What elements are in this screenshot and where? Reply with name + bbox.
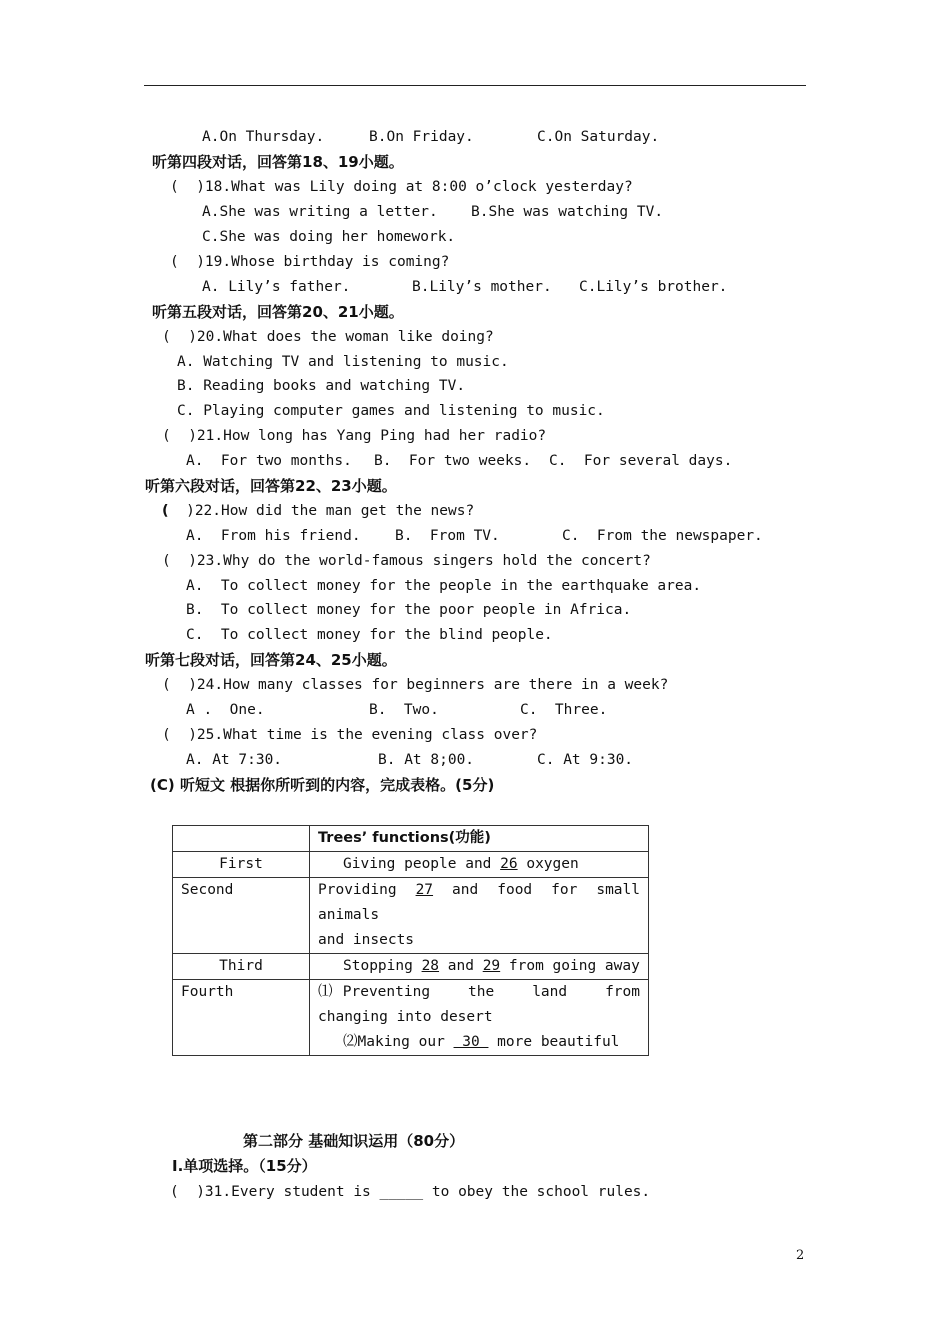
table-row bbox=[173, 852, 649, 878]
q22-option-a: A. From his friend. bbox=[186, 528, 361, 544]
q24-option-c: C. Three. bbox=[520, 702, 608, 718]
q20-option-a: A. Watching TV and listening to music. bbox=[177, 354, 509, 370]
table-header: Trees’ functions(功能) bbox=[310, 826, 649, 852]
row-label-first: First bbox=[173, 852, 310, 878]
q21-option-c: C. For several days. bbox=[549, 453, 733, 469]
row-label-second: Second bbox=[173, 878, 310, 954]
row3-text-mid: and bbox=[439, 958, 483, 974]
q25-stem: ( )25.What time is the evening class over? bbox=[162, 727, 538, 743]
multiple-choice-heading: Ⅰ.单项选择。（15分） bbox=[172, 1157, 317, 1175]
table-row bbox=[173, 954, 649, 980]
heading-dialogue-6: 听第六段对话，回答第22、23小题。 bbox=[145, 477, 397, 495]
q21-option-b: B. For two weeks. bbox=[374, 453, 532, 469]
q31-stem: ( )31.Every student is _____ to obey the school rules. bbox=[170, 1184, 651, 1200]
row2-text-after: and food for small animals bbox=[318, 882, 649, 923]
row-content-third bbox=[310, 954, 649, 980]
row2-text: Providing bbox=[318, 882, 416, 898]
q18-stem: ( )18.What was Lily doing at 8:00 o’clock yesterday? bbox=[170, 179, 633, 195]
q23-stem: ( )23.Why do the world-famous singers hold the concert? bbox=[162, 553, 651, 569]
q22-paren: ( bbox=[162, 503, 169, 519]
row3-text-after: from going away bbox=[500, 958, 640, 974]
heading-dialogue-4: 听第四段对话，回答第18、19小题。 bbox=[152, 153, 404, 171]
q23-option-b: B. To collect money for the poor people in Africa. bbox=[186, 602, 632, 618]
row4-text: ⑵Making our bbox=[343, 1034, 454, 1050]
table-row bbox=[173, 878, 649, 954]
row-content-fourth bbox=[310, 980, 658, 1056]
q23-option-c: C. To collect money for the blind people. bbox=[186, 627, 553, 643]
blank-30: 30 bbox=[453, 1034, 489, 1050]
row4-text-after: more beautiful bbox=[488, 1034, 620, 1050]
trees-functions-table bbox=[172, 825, 658, 1056]
heading-dialogue-7: 听第七段对话，回答第24、25小题。 bbox=[145, 651, 397, 669]
q24-option-a: A . One. bbox=[186, 702, 265, 718]
q22-option-b: B. From TV. bbox=[395, 528, 500, 544]
q25-option-a: A. At 7:30. bbox=[186, 752, 283, 768]
q20-option-b: B. Reading books and watching TV. bbox=[177, 378, 466, 394]
top-rule bbox=[144, 85, 806, 86]
page-number: 2 bbox=[796, 1248, 805, 1263]
part-two-title: 第二部分 基础知识运用（80分） bbox=[243, 1132, 465, 1150]
section-c-heading: (C) 听短文 根据你所听到的内容，完成表格。(5分) bbox=[150, 776, 495, 794]
row3-text: Stopping bbox=[343, 958, 422, 974]
q21-option-a: A. For two months. bbox=[186, 453, 352, 469]
blank-28: 28 bbox=[421, 958, 440, 974]
q23-option-a: A. To collect money for the people in the earthquake area. bbox=[186, 578, 702, 594]
row-label-third: Third bbox=[173, 954, 310, 980]
blank-27: 27 bbox=[415, 882, 434, 898]
table-row bbox=[173, 826, 649, 852]
q19-option-a: A. Lily’s father. bbox=[202, 279, 351, 295]
table-corner-cell bbox=[173, 826, 310, 852]
q20-stem: ( )20.What does the woman like doing? bbox=[162, 329, 494, 345]
blank-26: 26 bbox=[500, 856, 518, 872]
q18-option-c: C.She was doing her homework. bbox=[202, 229, 456, 245]
row4-line1: ⑴Preventing the land from changing into desert bbox=[318, 984, 658, 1025]
q24-stem: ( )24.How many classes for beginners are there in a week? bbox=[162, 677, 669, 693]
row-content-first bbox=[310, 852, 649, 878]
q22-stem-text: )22.How did the man get the news? bbox=[168, 503, 475, 519]
q25-option-b: B. At 8;00. bbox=[378, 752, 475, 768]
q21-stem: ( )21.How long has Yang Ping had her radio? bbox=[162, 428, 547, 444]
q22-stem bbox=[162, 502, 474, 520]
q17-option-c: C.On Saturday. bbox=[537, 129, 660, 145]
table-row bbox=[173, 980, 649, 1056]
row-label-fourth: Fourth bbox=[173, 980, 310, 1056]
q19-stem: ( )19.Whose birthday is coming? bbox=[170, 254, 450, 270]
q24-option-b: B. Two. bbox=[369, 702, 439, 718]
q22-option-c: C. From the newspaper. bbox=[562, 528, 763, 544]
row2-text-line2: and insects bbox=[318, 932, 415, 948]
q17-option-b: B.On Friday. bbox=[369, 129, 474, 145]
q19-option-c: C.Lily’s brother. bbox=[579, 279, 728, 295]
q18-option-a: A.She was writing a letter. bbox=[202, 204, 438, 220]
q19-option-b: B.Lily’s mother. bbox=[412, 279, 552, 295]
q25-option-c: C. At 9:30. bbox=[537, 752, 634, 768]
heading-dialogue-5: 听第五段对话，回答第20、21小题。 bbox=[152, 303, 404, 321]
row1-text: Giving people and bbox=[343, 856, 501, 872]
q18-option-b: B.She was watching TV. bbox=[471, 204, 664, 220]
row1-text-after: oxygen bbox=[517, 856, 579, 872]
row-content-second bbox=[310, 878, 649, 954]
row4-line2 bbox=[318, 1030, 640, 1055]
q20-option-c: C. Playing computer games and listening to music. bbox=[177, 403, 605, 419]
q17-option-a: A.On Thursday. bbox=[202, 129, 325, 145]
blank-29: 29 bbox=[482, 958, 501, 974]
